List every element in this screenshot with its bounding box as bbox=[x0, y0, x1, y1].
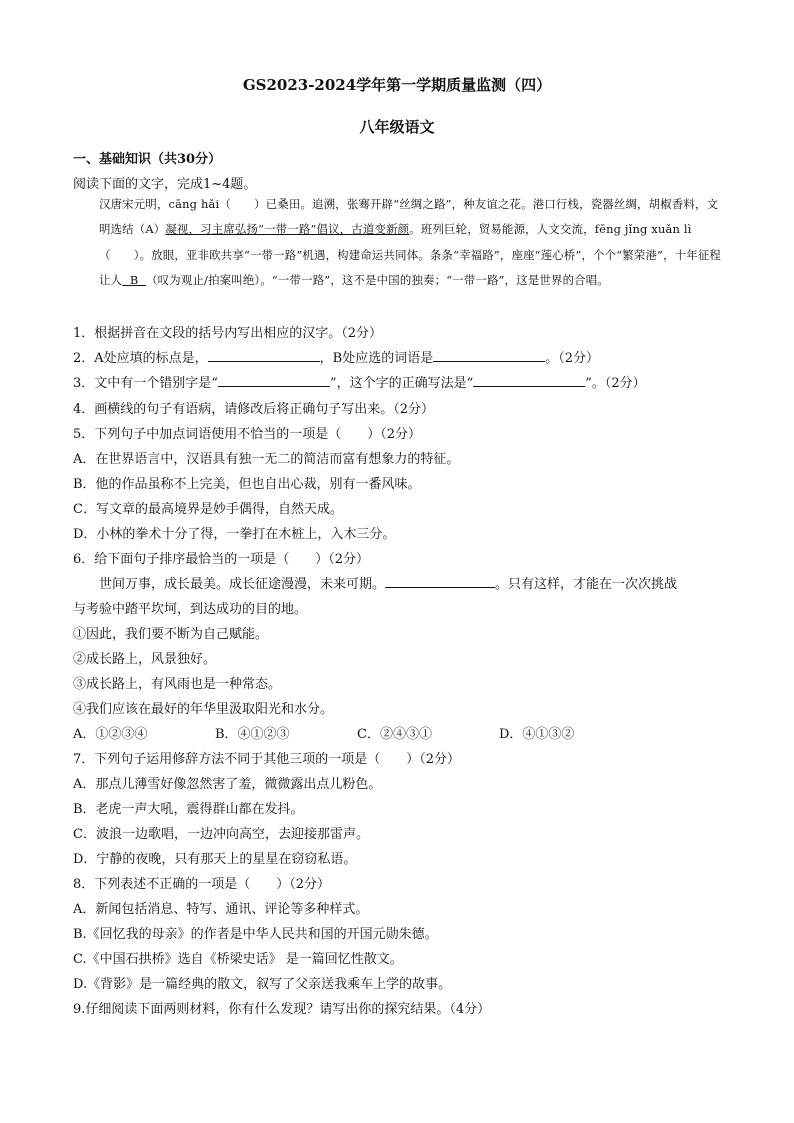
q7-option-b: B．老虎一声大吼，震得群山都在发抖。 bbox=[73, 802, 304, 817]
answer-blank[interactable] bbox=[433, 348, 545, 362]
answer-blank[interactable] bbox=[218, 373, 330, 387]
q6-sentence-4: ④我们应该在最好的年华里汲取阳光和水分。 bbox=[73, 702, 334, 717]
q6-sentence-1: ①因此，我们要不断为自己赋能。 bbox=[73, 627, 269, 642]
q8-option-d: D.《背影》是一篇经典的散文，叙写了父亲送我乘车上学的故事。 bbox=[73, 977, 452, 992]
q5-option-a: A．在世界语言中，汉语具有独一无二的简洁而富有想象力的特征。 bbox=[73, 452, 460, 467]
exam-title: GS2023-2024学年第一学期质量监测（四） bbox=[242, 76, 552, 94]
q6-passage-line2: 与考验中踏平坎坷，到达成功的目的地。 bbox=[73, 602, 308, 617]
exam-subtitle: 八年级语文 bbox=[359, 118, 435, 136]
underlined-sentence: 凝视，习主席弘扬“一带一路”倡议，古道变新颜 bbox=[165, 222, 410, 237]
q6-sentence-2: ②成长路上，风景独好。 bbox=[73, 652, 217, 667]
question-7: 7．下列句子运用修辞方法不同于其他三项的一项是（ ）（2分） bbox=[73, 752, 461, 767]
q5-option-b: B．他的作品虽称不上完美，但也自出心裁，别有一番风味。 bbox=[73, 477, 421, 492]
q6-option-c: C．②④③① bbox=[357, 727, 432, 742]
question-1: 1．根据拼音在文段的括号内写出相应的汉字。（2分） bbox=[73, 326, 383, 341]
passage-text-3: （叹为观止/拍案叫绝）。“一带一路”，这不是中国的独奏；“一带一路”，这是世界的合唱。 bbox=[146, 272, 609, 287]
q8-option-c: C.《中国石拱桥》选自《桥梁史话》 是一篇回忆性散文。 bbox=[73, 952, 403, 967]
q6-passage-line1: 世间万事，成长最美。成长征途漫漫，未来可期。 。只有这样，才能在一次次挑战 bbox=[99, 573, 677, 592]
q7-option-d: D．宁静的夜晚，只有那天上的星星在窃窃私语。 bbox=[73, 852, 357, 867]
q6-option-b: B．④①②③ bbox=[215, 727, 290, 742]
answer-blank[interactable] bbox=[385, 574, 495, 588]
question-8: 8．下列表述不正确的一项是（ ）（2分） bbox=[73, 877, 331, 892]
q6-options bbox=[73, 723, 641, 742]
q8-option-b: B.《回忆我的母亲》的作者是中华人民共和国的开国元勋朱德。 bbox=[73, 927, 438, 942]
instruction: 阅读下面的文字，完成1~4题。 bbox=[73, 177, 257, 192]
section-heading: 一、基础知识（共30分） bbox=[73, 152, 222, 167]
q6-option-a: A．①②③④ bbox=[73, 727, 148, 742]
q6-option-d: D．④①③② bbox=[499, 727, 575, 742]
question-5: 5．下列句子中加点词语使用不恰当的一项是（ ）（2分） bbox=[73, 427, 422, 442]
q8-option-a: A．新闻包括消息、特写、通讯、评论等多种样式。 bbox=[73, 902, 369, 917]
question-9: 9.仔细阅读下面两则材料，你有什么发现？请写出你的探究结果。（4分） bbox=[73, 1002, 491, 1017]
passage-text-2: 。班列巨轮，贸易能源，人文交流，fēng jǐng xuǎn lì（ ）。放眼，亚非欧共享“一带一路”机遇，构建命运共同体。条条“幸福路”，座座“莲心桥”，个个“繁荣港”，十年征程让人 bbox=[99, 222, 722, 287]
blank-b: B bbox=[129, 272, 139, 287]
q7-option-c: C．波浪一边歌唱，一边冲向高空，去迎接那雷声。 bbox=[73, 827, 369, 842]
answer-blank[interactable] bbox=[473, 373, 585, 387]
q5-option-c: C．写文章的最高境界是妙手偶得，自然天成。 bbox=[73, 502, 343, 517]
answer-blank[interactable] bbox=[208, 348, 320, 362]
q7-option-a: A．那点儿薄雪好像忽然害了羞，微微露出点儿粉色。 bbox=[73, 777, 382, 792]
q6-sentence-3: ③成长路上，有风雨也是一种常态。 bbox=[73, 677, 282, 692]
passage-text-1: 汉唐宋元明，cāng hǎi（ ）已桑田。追溯，张骞开辟“丝绸之路”，种友谊之花。港口行栈，瓷器丝绸，胡椒香料，文明选结（A） bbox=[99, 197, 719, 237]
question-4: 4．画横线的句子有语病，请修改后将正确句子写出来。（2分） bbox=[73, 402, 435, 417]
reading-passage bbox=[73, 192, 725, 293]
question-6: 6．给下面句子排序最恰当的一项是（ ）（2分） bbox=[73, 552, 370, 567]
question-2: 2．A处应填的标点是， ，B处应选的词语是 。（2分） bbox=[73, 347, 599, 366]
q5-option-d: D．小林的拳术十分了得，一拳打在木桩上，入木三分。 bbox=[73, 527, 396, 542]
question-3: 3．文中有一个错别字是“ ”，这个字的正确写法是“ ”。（2分） bbox=[73, 372, 646, 391]
